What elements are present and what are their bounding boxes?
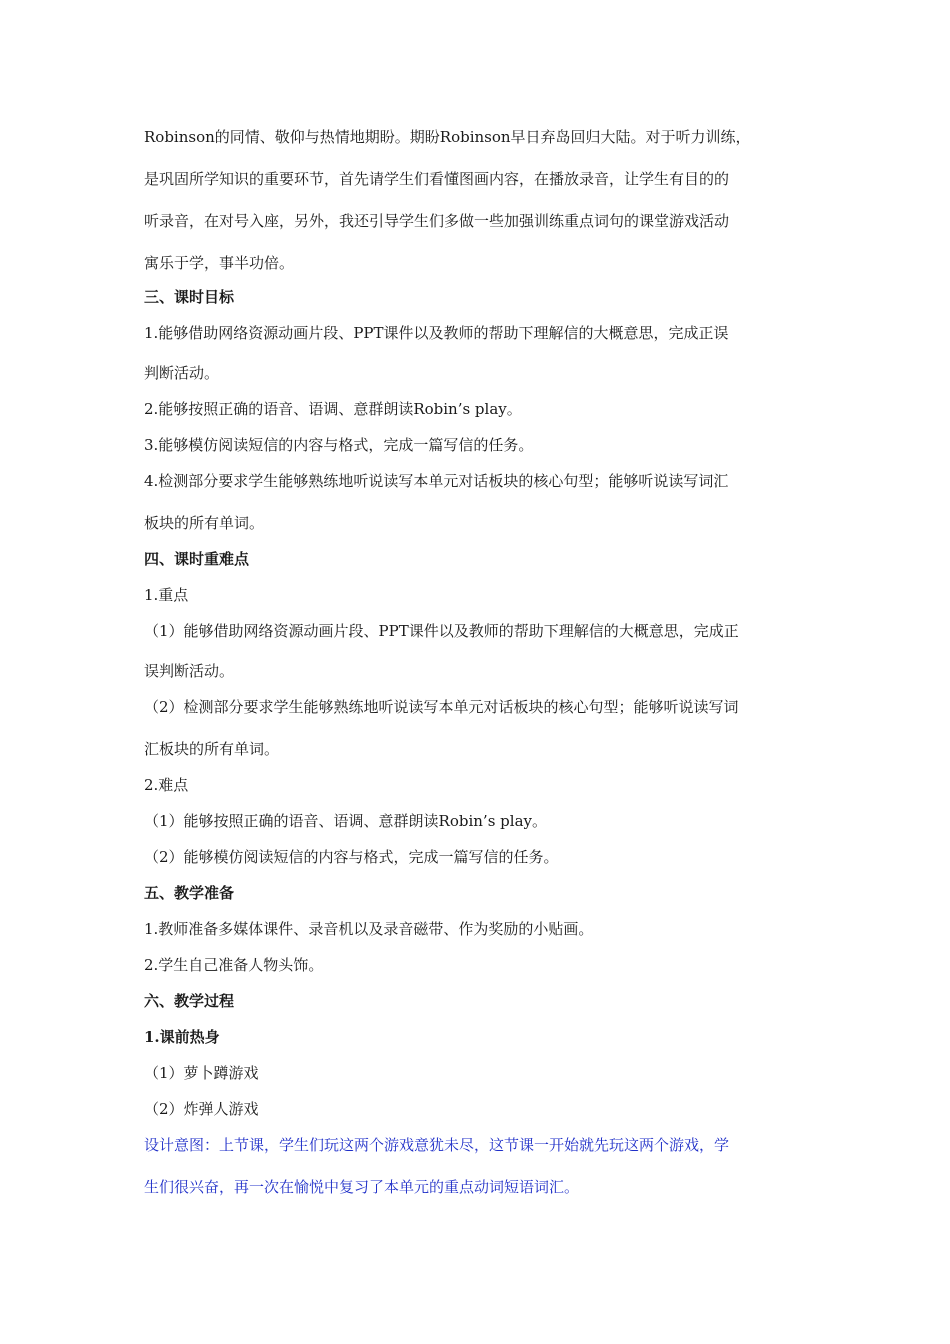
key-points-label: 1.重点 bbox=[144, 586, 189, 604]
intro-line-3: 听录音，在对号入座，另外，我还引导学生们多做一些加强训练重点词句的课堂游戏活动 bbox=[144, 212, 730, 230]
intro-line-1: Robinson的同情、敬仰与热情地期盼。期盼Robinson早日弃岛回归大陆。对于听力训练， bbox=[144, 128, 751, 146]
objective-3: 3.能够模仿阅读短信的内容与格式，完成一篇写信的任务。 bbox=[144, 436, 534, 454]
game-2: （2）炸弹人游戏 bbox=[144, 1100, 259, 1118]
key-point-1-line-1: （1）能够借助网络资源动画片段、PPT课件以及教师的帮助下理解信的大概意思，完成正 bbox=[144, 622, 739, 640]
preparation-2: 2.学生自己准备人物头饰。 bbox=[144, 956, 324, 974]
intro-line-2: 是巩固所学知识的重要环节，首先请学生们看懂图画内容，在播放录音，让学生有目的的 bbox=[144, 170, 730, 188]
difficulty-2: （2）能够模仿阅读短信的内容与格式，完成一篇写信的任务。 bbox=[144, 848, 559, 866]
warmup-heading: 1.课前热身 bbox=[144, 1028, 220, 1046]
section-6-heading: 六、教学过程 bbox=[144, 992, 235, 1010]
game-1: （1）萝卜蹲游戏 bbox=[144, 1064, 259, 1082]
key-point-1-line-2: 误判断活动。 bbox=[144, 662, 235, 680]
objective-4-line-2: 板块的所有单词。 bbox=[144, 514, 265, 532]
objective-1-line-2: 判断活动。 bbox=[144, 364, 220, 382]
key-point-2-line-2: 汇板块的所有单词。 bbox=[144, 740, 280, 758]
design-intent-line-2: 生们很兴奋，再一次在愉悦中复习了本单元的重点动词短语词汇。 bbox=[144, 1178, 580, 1196]
objective-1-line-1: 1.能够借助网络资源动画片段、PPT课件以及教师的帮助下理解信的大概意思，完成正误 bbox=[144, 324, 729, 342]
difficulties-label: 2.难点 bbox=[144, 776, 189, 794]
key-point-2-line-1: （2）检测部分要求学生能够熟练地听说读写本单元对话板块的核心句型；能够听说读写词 bbox=[144, 698, 739, 716]
preparation-1: 1.教师准备多媒体课件、录音机以及录音磁带、作为奖励的小贴画。 bbox=[144, 920, 594, 938]
difficulty-1: （1）能够按照正确的语音、语调、意群朗读Robin’s play。 bbox=[144, 812, 547, 830]
objective-4-line-1: 4.检测部分要求学生能够熟练地听说读写本单元对话板块的核心句型；能够听说读写词汇 bbox=[144, 472, 729, 490]
section-4-heading: 四、课时重难点 bbox=[144, 550, 250, 568]
design-intent-line-1: 设计意图：上节课，学生们玩这两个游戏意犹未尽，这节课一开始就先玩这两个游戏，学 bbox=[144, 1136, 730, 1154]
objective-2: 2.能够按照正确的语音、语调、意群朗读Robin’s play。 bbox=[144, 400, 522, 418]
section-3-heading: 三、课时目标 bbox=[144, 288, 235, 306]
intro-line-4: 寓乐于学，事半功倍。 bbox=[144, 254, 295, 272]
section-5-heading: 五、教学准备 bbox=[144, 884, 235, 902]
